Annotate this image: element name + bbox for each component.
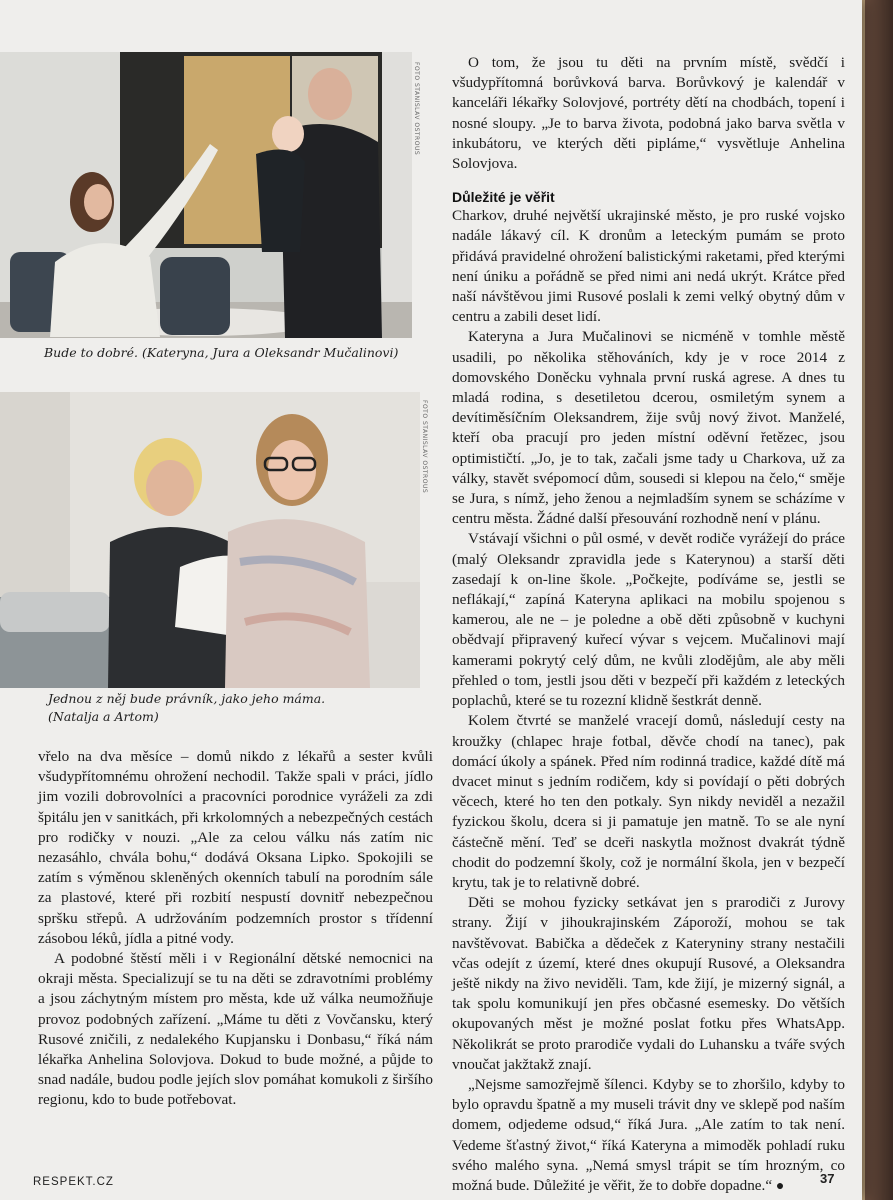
left-paragraph-1: vřelo na dva měsíce – domů nikdo z lékařů a sester kvůli všudypřítomnému ohrožení nechodil. Takže spali v práci, jídlo jim vozili dobrovolníci a pracovníci porodnice vyráželi za zdi špitálu jen v sanitkách, při krkolomných a nebezpečných cestách pro rodičky v nouzi. „Ale za celou válku nás zatím nic nezasáhlo, chvála bohu,“ dodává Oksana Lipko. Spokojili se zatím s výměnou skleněných okenních tabulí na porodním sále za plastové, které při rozbití nespustí dovnitř nebezpečnou spršku střepů. A udržováním podzemních prostor s třídenní zásobou léků, jídla a pitné vody.	[38, 748, 433, 947]
photo-caption-2	[48, 690, 428, 726]
page-number: 37	[820, 1171, 835, 1186]
right-paragraph-7-text: „Nejsme samozřejmě šílenci. Kdyby se to zhoršilo, kdyby to bylo opravdu špatně a my museli trávit dny ve sklepě pod naším domem, odjedeme odsud,“ říká Jura. „Ale zatím to tak není. Vedeme šťastný život,“ říká Kateryna a mimoděk pohladí ruku svého malého syna. „Nemá smysl trápit se tím hrozným, co možná bude. Důležité je věřit, že to dobře dopadne.“	[452, 1075, 845, 1194]
page-edge-line	[862, 0, 865, 1200]
publication-name: RESPEKT.CZ	[33, 1176, 114, 1188]
end-mark-icon: ●	[775, 1178, 785, 1194]
right-paragraph-1: O tom, že jsou tu děti na prvním místě, svědčí i všudypřítomná borůvková barva. Borůvkový je kalendář v kanceláři lékařky Solovjové, portréty dětí na chodbách, topení i nosné sloupy. „Je to barva života, podobná jako barva světla v inkubátoru, ve kterých děti pipláme,“ vysvětluje Anhelina Solovjova.	[452, 54, 845, 173]
article-left-column	[38, 747, 433, 1111]
right-paragraph-5: Kolem čtvrté se manželé vracejí domů, následují cesty na kroužky (chlapec hraje fotbal, děvče chodí na tanec), pak domácí úkoly a spánek. Před ním rodinná tradice, každé dítě má dvacet minut s jedním rodičem, kdy si povídají o pěti dobrých věcech, které ho ten den potkaly. Syn nikdy neviděl a nezažil fyzickou školu, dcera si ji pamatuje jen matně. To se ale nyní částečně mění. Teď se dceři naskytla možnost dvakrát týdně chodit do podzemní školy, což je normální škola, jen v bezpečí krytu, tak je to relativně dobré.	[452, 712, 845, 891]
photo-mother-baby	[0, 392, 420, 688]
photo-family	[0, 52, 412, 338]
photo-family-image	[0, 52, 412, 338]
photo-caption-2-line1: Jednou z něj bude právník, jako jeho máma.	[48, 691, 326, 706]
right-paragraph-7	[452, 1075, 845, 1197]
photo-caption-1: Bude to dobré. (Kateryna, Jura a Oleksandr Mučalinovi)	[44, 345, 399, 360]
right-paragraph-4: Vstávají všichni o půl osmé, v devět rodiče vyrážejí do práce (malý Oleksandr zpravidla jede s Katerynou) a starší děti zasedají k on-line škole. „Počkejte, podíváme se, jestli se neflákají,“ zapíná Kateryna aplikaci na mobilu spojenou s kamerou, ale ne – je poledne a obě děti způsobně v kuchyni obědvají připravený kuřecí vývar s vejcem. Mučalinovi mají kamerami pokrytý celý dům, ne kvůli zlodějům, ale aby měli přehled o tom, jestli jsou děti v bezpečí při každém z leteckých poplachů, které se tu rozezní klidně šestkrát denně.	[452, 530, 845, 710]
section-heading: Důležité je věřit	[452, 189, 555, 206]
photo-credit-1: FOTO STANISLAV OSTROUS	[413, 62, 420, 156]
right-paragraph-3: Kateryna a Jura Mučalinovi se nicméně v tomhle městě usadili, po několika stěhováních, kdy je v roce 2014 z domovského Doněcku vyhnala první ruská agrese. A dnes tu mladá rodina, s desetiletou dcerou, osmiletým synem a devítiměsíčním Oleksandrem, žije svůj nový život. Manželé, kteří oba pracují pro jeden místní oděvní řetězec, jsou optimističtí. „Jo, je to tak, začali jsme tady u Charkova, už za války, stavět svépomocí dům, sousedi si klepou na čelo,“ směje se Jura, s nímž, jeho ženou a nejmladším synem se scházíme v centru města. Žádné další přesouvání rozhodně není v plánu.	[452, 328, 845, 528]
photo-credit-2: FOTO STANISLAV OSTROUS	[421, 400, 428, 494]
right-paragraph-6: Děti se mohou fyzicky setkávat jen s prarodiči z Jurovy strany. Žijí v jihoukrajinském Záporoží, mohou se tak navštěvovat. Babička a dědeček z Kateryniny strany nestačili včas odejít z území, které dnes okupují Rusové, a Oleksandra ještě nikdy na živo neviděli. Tam, kde žijí, je mizerný signál, a tak spolu komunikují jen přes občasné esemesky. Do větších okupovaných měst je možné poslat fotku přes WhatsApp. Několikrát se proto prarodiče vydali do Luhansku a tváře svých vnoučat jakžtakž znají.	[452, 894, 845, 1073]
article-right-column	[452, 53, 845, 1197]
photo-caption-2-line2: (Natalja a Artom)	[48, 709, 159, 724]
right-paragraph-2: Charkov, druhé největší ukrajinské město, je pro ruské vojsko nadále lákavý cíl. K dronům a leteckým pumám se proto přidává pravidelné ohrožení balistickými raketami, před kterými není úniku a pořádně se před nimi ani nedá ukrýt. Krátce před naší návštěvou jimi Rusové poslali k zemi velký obytný dům v centru a zabili deset lidí.	[452, 207, 845, 326]
photo-mother-baby-image	[0, 392, 420, 688]
left-paragraph-2: A podobné štěstí měli i v Regionální dětské nemocnici na okraji města. Specializují se tu na děti se zdravotními problémy a jsou záchytným místem pro města, kde už válka neumožňuje provoz podobných zařízení. „Máme tu děti z Vovčansku, který Rusové zničili, z nedalekého Kupjansku i Donbasu,“ říká nám lékařka Anhelina Solovjova. Dokud to bude možné, a půjde to snad nadále, budou podle jejích slov pomáhat komukoli z širšího regionu, kdo to bude potřebovat.	[38, 950, 433, 1109]
